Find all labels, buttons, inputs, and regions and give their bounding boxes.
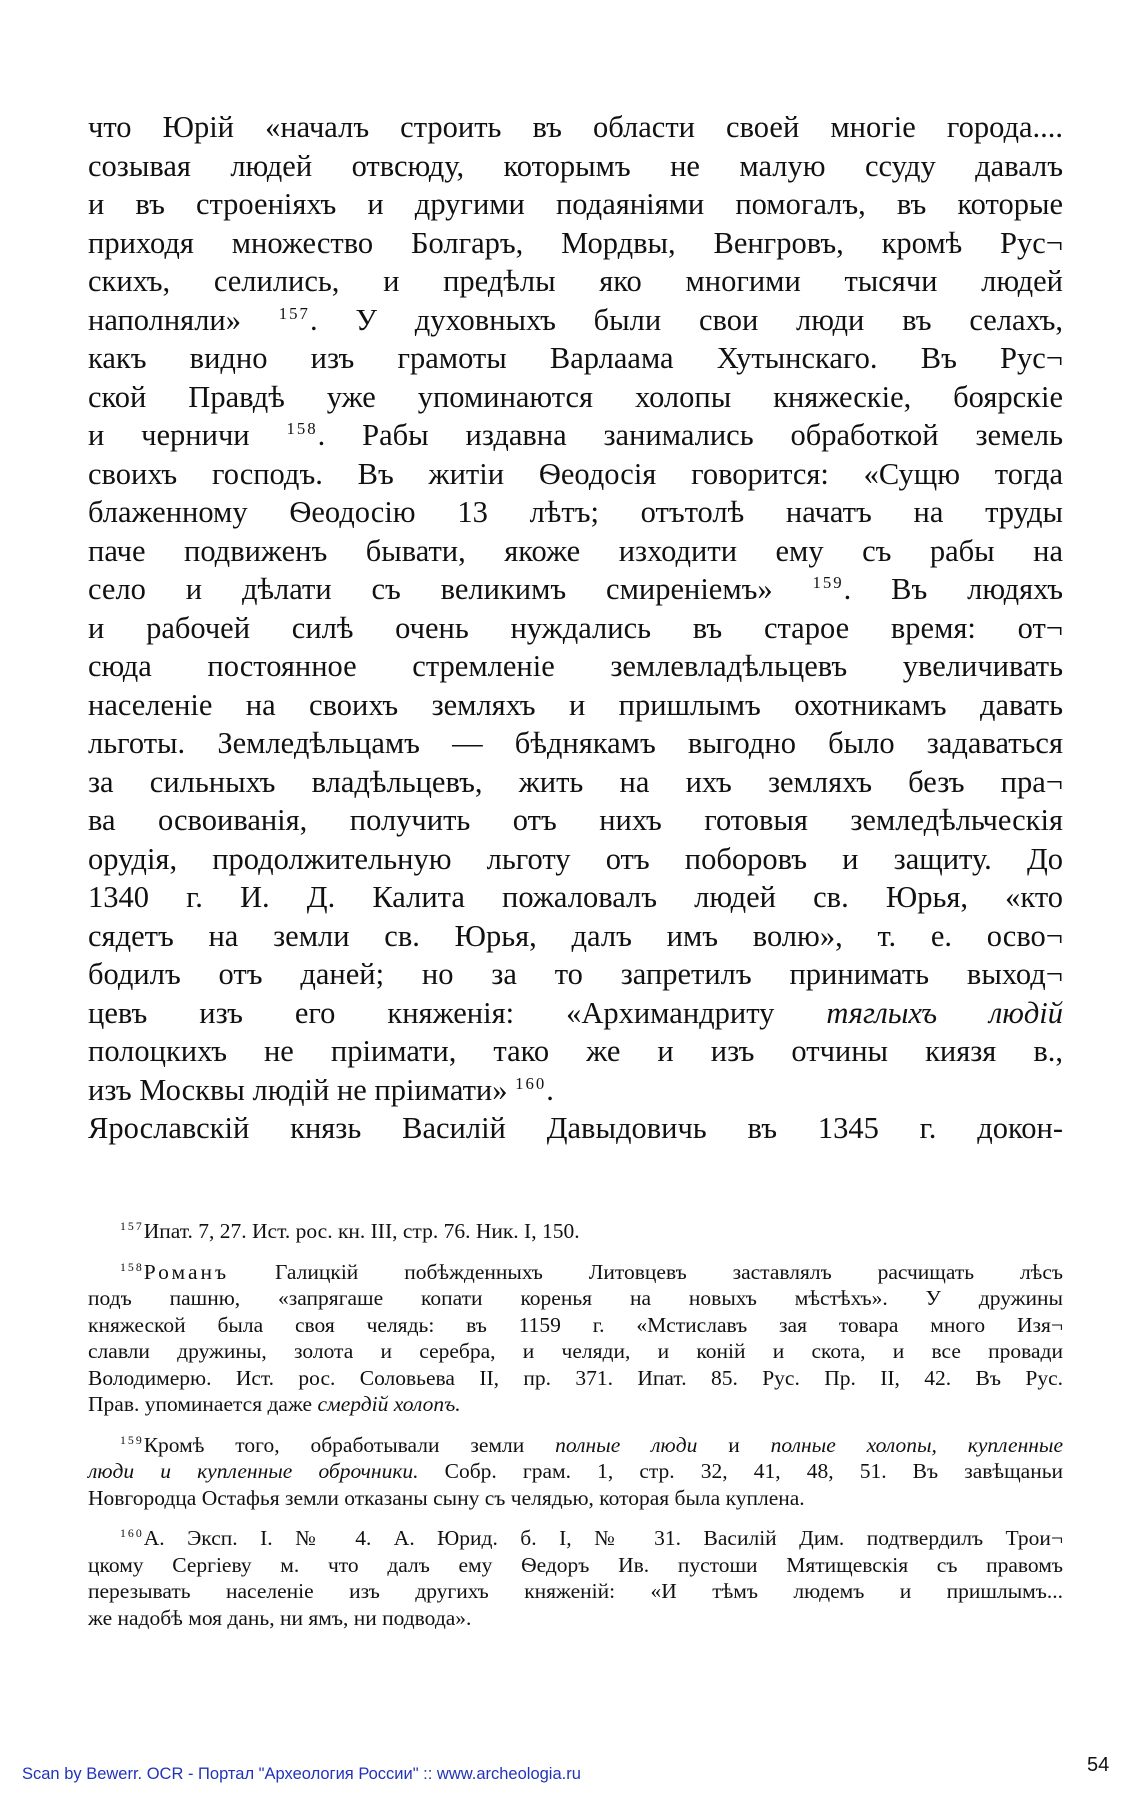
text-line: и въ строеніяхъ и другими подаяніями помогалъ, въ которые bbox=[88, 187, 1063, 221]
text-line: своихъ господъ. Въ житіи Ѳеодосія говорится: «Сущю тогда bbox=[88, 456, 1063, 491]
text-segment: и черничи bbox=[88, 418, 250, 452]
italic-phrase: полные холопы, купленные bbox=[770, 1432, 1064, 1457]
footnote-line: цкому Сергіеву м. что далъ ему Ѳедоръ Ив. пустоши Мятищевскія съ правомъ bbox=[88, 1552, 1063, 1577]
italic-phrase: тяглыхъ людій bbox=[826, 995, 1063, 1030]
text-line: полоцкихъ не пріимати, тако же и изъ отчины киязя в., bbox=[88, 1034, 1063, 1068]
scan-credit: Scan by Bewerr. OCR - Портал "Археология России" :: www.archeologia.ru bbox=[22, 1765, 581, 1783]
text-line: блаженному Ѳеодосію 13 лѣтъ; отътолѣ начатъ на труды bbox=[88, 495, 1063, 529]
footnote-text: Кромѣ того, обработывали земли bbox=[143, 1432, 525, 1457]
text-line: ва освоиванія, получить отъ нихъ готовыя земледѣльческія bbox=[88, 803, 1063, 837]
footnote-text: Галицкій побѣжденныхъ Литовцевъ заставлялъ расчищать лѣсъ bbox=[275, 1259, 1064, 1284]
footnote-line bbox=[88, 1259, 1063, 1286]
text-line: населеніе на своихъ земляхъ и пришлымъ охотникамъ давать bbox=[88, 687, 1063, 722]
text-segment: село и дѣлати съ великимъ смиреніемъ» bbox=[88, 572, 773, 606]
footnote-line: славли дружины, золота и серебра, и челяди, и коній и скота, и все провади bbox=[88, 1339, 1063, 1363]
footnote-number: 158 bbox=[120, 1259, 144, 1274]
text-line: созывая людей отвсюду, которымъ не малую ссуду давалъ bbox=[88, 148, 1063, 183]
italic-phrase: полные люди bbox=[555, 1432, 698, 1457]
text-segment: наполняли» bbox=[88, 302, 241, 337]
footnote-ref-160[interactable]: 160 bbox=[515, 1073, 547, 1093]
text-line bbox=[88, 1071, 1063, 1110]
footnote-line bbox=[88, 1218, 1063, 1245]
text-line: паче подвиженъ бывати, якоже изходити ему съ рабы на bbox=[88, 533, 1063, 568]
footnote-text: А. Эксп. I. № 4. А. Юрид. б. I, № 31. Василій Дим. подтвердилъ Трои¬ bbox=[143, 1526, 1063, 1550]
footnote-line: перезывать населеніе изъ другихъ княженій: «И тѣмъ людемъ и пришлымъ... bbox=[88, 1579, 1063, 1603]
text-line bbox=[88, 301, 1063, 340]
footnote-159 bbox=[88, 1432, 1063, 1512]
text-line bbox=[88, 416, 1063, 455]
footnote-line: княжеской была своя челядь: въ 1159 г. «Мстиславъ зая товара много Изя¬ bbox=[88, 1312, 1063, 1337]
footnotes bbox=[88, 1218, 1063, 1645]
footnote-line bbox=[88, 1458, 1063, 1485]
footnote-number: 157 bbox=[120, 1218, 144, 1233]
italic-phrase: люди и купленные оброчники. bbox=[88, 1459, 419, 1483]
footnote-line: же надобѣ моя дань, ни ямъ, ни подвода». bbox=[88, 1605, 472, 1630]
text-segment: изъ Москвы людій не пріимати» bbox=[88, 1072, 508, 1107]
text-line: орудія, продолжительную льготу отъ поборовъ и защиту. До bbox=[88, 841, 1063, 876]
footnote-157 bbox=[88, 1218, 1063, 1245]
text-line: бодилъ отъ даней; но за то запретилъ принимать выход¬ bbox=[88, 957, 1063, 991]
footnote-text: Собр. грам. 1, стр. 32, 41, 48, 51. Въ завѣщаньи bbox=[444, 1459, 1064, 1483]
footnote-line: Володимерю. Ист. рос. Соловьева II, пр. 371. Ипат. 85. Рус. Пр. II, 42. Въ Рус. bbox=[88, 1365, 1063, 1390]
text-segment: цевъ изъ его княженія: «Архимандриту bbox=[88, 995, 775, 1030]
text-segment: . Рабы издавна занимались обработкой земель bbox=[317, 418, 1063, 452]
footnote-ref-158[interactable]: 158 bbox=[286, 418, 318, 438]
text-line: приходя множество Болгаръ, Мордвы, Венгровъ, кромѣ Рус¬ bbox=[88, 225, 1063, 260]
text-segment: . bbox=[546, 1072, 554, 1107]
footnote-line: подъ пашню, «запрягаше копати коренья на новыхъ мѣстѣхъ». У дружины bbox=[88, 1286, 1063, 1310]
footnote-line: Новгородца Остафья земли отказаны сыну съ челядью, которая была куплена. bbox=[88, 1485, 805, 1510]
footnote-line bbox=[88, 1391, 1063, 1418]
text-line: ской Правдѣ уже упоминаются холопы княжескіе, боярскіе bbox=[88, 379, 1063, 414]
text-line: за сильныхъ владѣльцевъ, жить на ихъ земляхъ безъ пра¬ bbox=[88, 764, 1063, 799]
text-line: льготы. Земледѣльцамъ — бѣднякамъ выгодно было задаваться bbox=[88, 726, 1063, 760]
text-line: какъ видно изъ грамоты Варлаама Хутынскаго. Въ Рус¬ bbox=[88, 341, 1063, 375]
footnote-text: и bbox=[728, 1432, 740, 1457]
footnote-ref-159[interactable]: 159 bbox=[812, 572, 844, 592]
footnote-text: Ипат. 7, 27. Ист. рос. кн. III, стр. 76. Ник. I, 150. bbox=[143, 1219, 580, 1243]
footnote-text: Прав. упоминается даже bbox=[88, 1392, 313, 1416]
text-segment: . Въ людяхъ bbox=[843, 572, 1063, 606]
footnote-ref-157[interactable]: 157 bbox=[278, 303, 310, 323]
text-line bbox=[88, 994, 1063, 1033]
main-text bbox=[88, 108, 1063, 1148]
text-line bbox=[88, 570, 1063, 609]
text-line: 1340 г. И. Д. Калита пожаловалъ людей св. Юрья, «кто bbox=[88, 880, 1063, 914]
text-line: сядетъ на земли св. Юрья, далъ имъ волю», т. е. осво¬ bbox=[88, 918, 1063, 953]
footnote-line bbox=[88, 1525, 1063, 1552]
spaced-name: Романъ bbox=[143, 1259, 230, 1284]
footnote-158 bbox=[88, 1259, 1063, 1418]
page-number: 54 bbox=[1087, 1754, 1110, 1776]
text-line: сюда постоянное стремленіе землевладѣльцевъ увеличивать bbox=[88, 649, 1063, 683]
text-line: Ярославскій князь Василій Давыдовичь въ 1345 г. докон- bbox=[88, 1111, 1063, 1145]
footnote-number: 160 bbox=[120, 1525, 144, 1540]
text-line: что Юрій «началъ строить въ области своей многіе города.... bbox=[88, 110, 1063, 144]
footnote-line bbox=[88, 1432, 1063, 1459]
text-line: и рабочей силѣ очень нуждались въ старое время: от¬ bbox=[88, 610, 1063, 645]
text-segment: . У духовныхъ были свои люди въ селахъ, bbox=[309, 302, 1064, 337]
text-line: скихъ, селились, и предѣлы яко многими тысячи людей bbox=[88, 264, 1063, 298]
footnote-number: 159 bbox=[120, 1432, 144, 1447]
footnote-160 bbox=[88, 1525, 1063, 1631]
italic-phrase: смердій холопъ. bbox=[317, 1392, 461, 1416]
